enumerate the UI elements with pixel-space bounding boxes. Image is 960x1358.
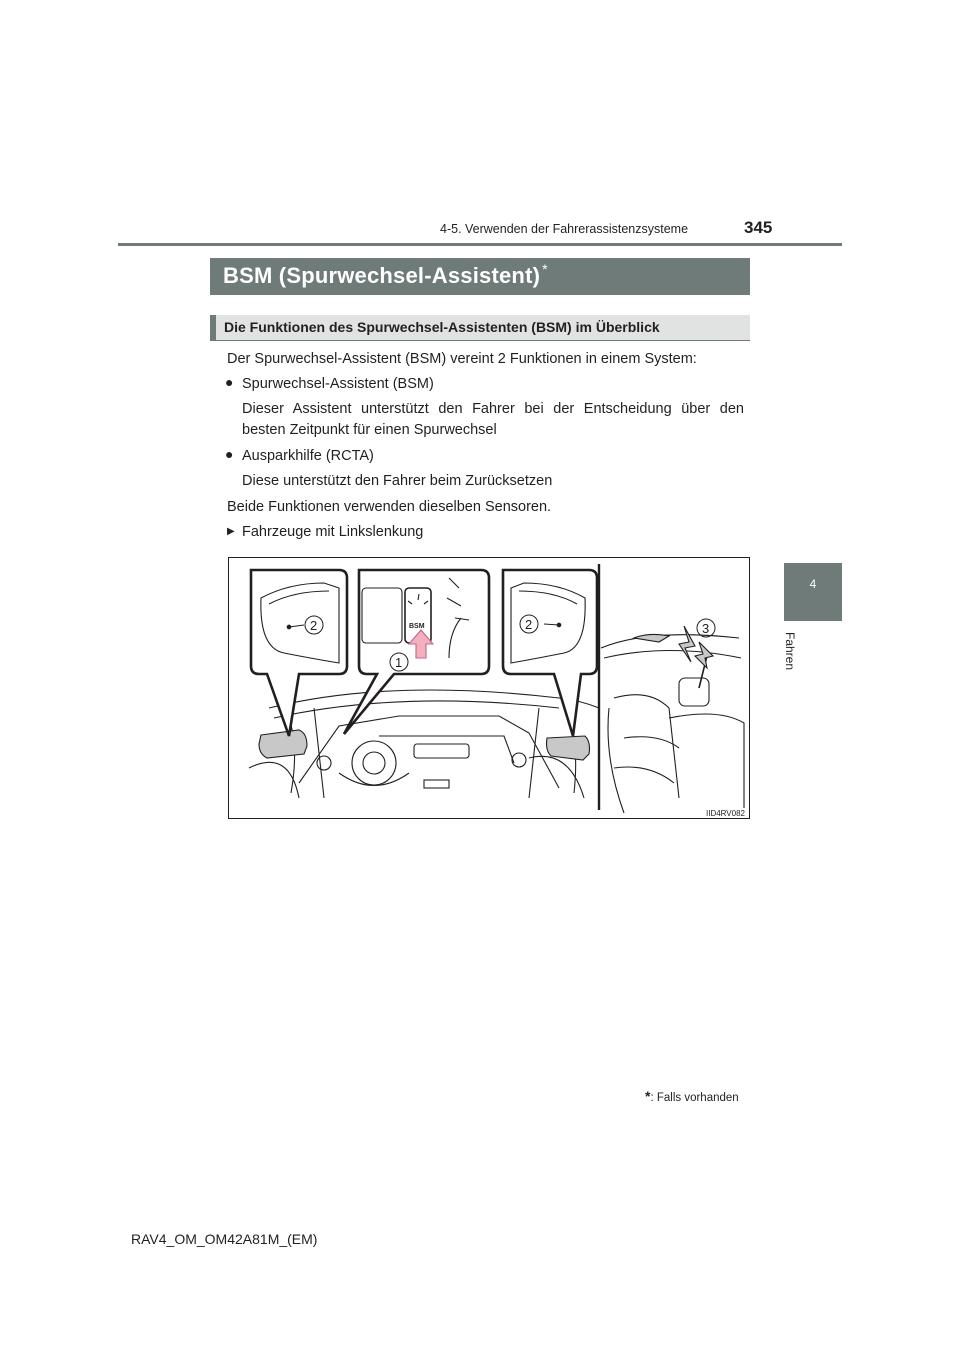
callout-2-right: 2	[525, 617, 533, 632]
chapter-label-text: Fahren	[783, 632, 797, 671]
variant-label: Fahrzeuge mit Linkslenkung	[242, 524, 424, 540]
chapter-tab	[784, 563, 842, 621]
chapter-number: 4	[809, 577, 817, 591]
callout-3: 3	[702, 621, 710, 636]
figure-code: IID4RV082	[706, 809, 745, 818]
running-header-section: 4-5. Verwenden der Fahrerassistenzsysteme	[440, 222, 689, 236]
right-mirror-zoom	[503, 570, 597, 736]
left-mirror-zoom	[251, 570, 347, 736]
right-mirror	[547, 736, 590, 760]
footnote-marker: *	[645, 1088, 651, 1104]
subsection-heading-bar	[210, 315, 750, 341]
bullet-desc-bsm-line1: Dieser Assistent unterstützt den Fahrer bei der Entscheidung über den	[242, 401, 744, 417]
common-sensors-text: Beide Funktionen verwenden dieselben Sensoren.	[227, 499, 552, 515]
page-number: 345	[744, 218, 773, 237]
bullet-symbol: ●	[225, 374, 234, 390]
cabin-interior-drawing	[601, 626, 744, 813]
optional-marker: *	[542, 261, 548, 277]
illustration-frame	[228, 557, 750, 819]
callout-2-left: 2	[310, 618, 318, 633]
callout-1: 1	[395, 655, 403, 670]
triangle-bullet-icon: ▶	[227, 526, 235, 537]
bullet-symbol: ●	[225, 446, 234, 462]
bsm-illustration	[229, 558, 749, 818]
header-rule	[118, 243, 842, 246]
footnote-text: : Falls vorhanden	[650, 1092, 739, 1104]
bullet-label-bsm: Spurwechsel-Assistent (BSM)	[242, 376, 434, 392]
intro-text: Der Spurwechsel-Assistent (BSM) vereint 2 Funktionen in einem System:	[227, 351, 697, 367]
section-title: BSM (Spurwechsel-Assistent)	[223, 263, 541, 288]
footnote	[645, 1088, 739, 1104]
document-code: RAV4_OM_OM42A81M_(EM)	[131, 1231, 318, 1247]
chapter-label	[783, 632, 803, 682]
section-title-bar	[210, 258, 750, 295]
bsm-switch-label: BSM	[409, 623, 425, 630]
subsection-heading: Die Funktionen des Spurwechsel-Assistenten (BSM) im Überblick	[224, 319, 660, 335]
bullet-desc-rcta: Diese unterstützt den Fahrer beim Zurücksetzen	[242, 473, 553, 489]
left-mirror	[259, 730, 307, 758]
bullet-label-rcta: Ausparkhilfe (RCTA)	[242, 448, 374, 464]
switch-zoom	[344, 570, 489, 734]
subsection-accent	[210, 315, 216, 341]
bullet-desc-bsm-line2: besten Zeitpunkt für einen Spurwechsel	[242, 422, 497, 438]
